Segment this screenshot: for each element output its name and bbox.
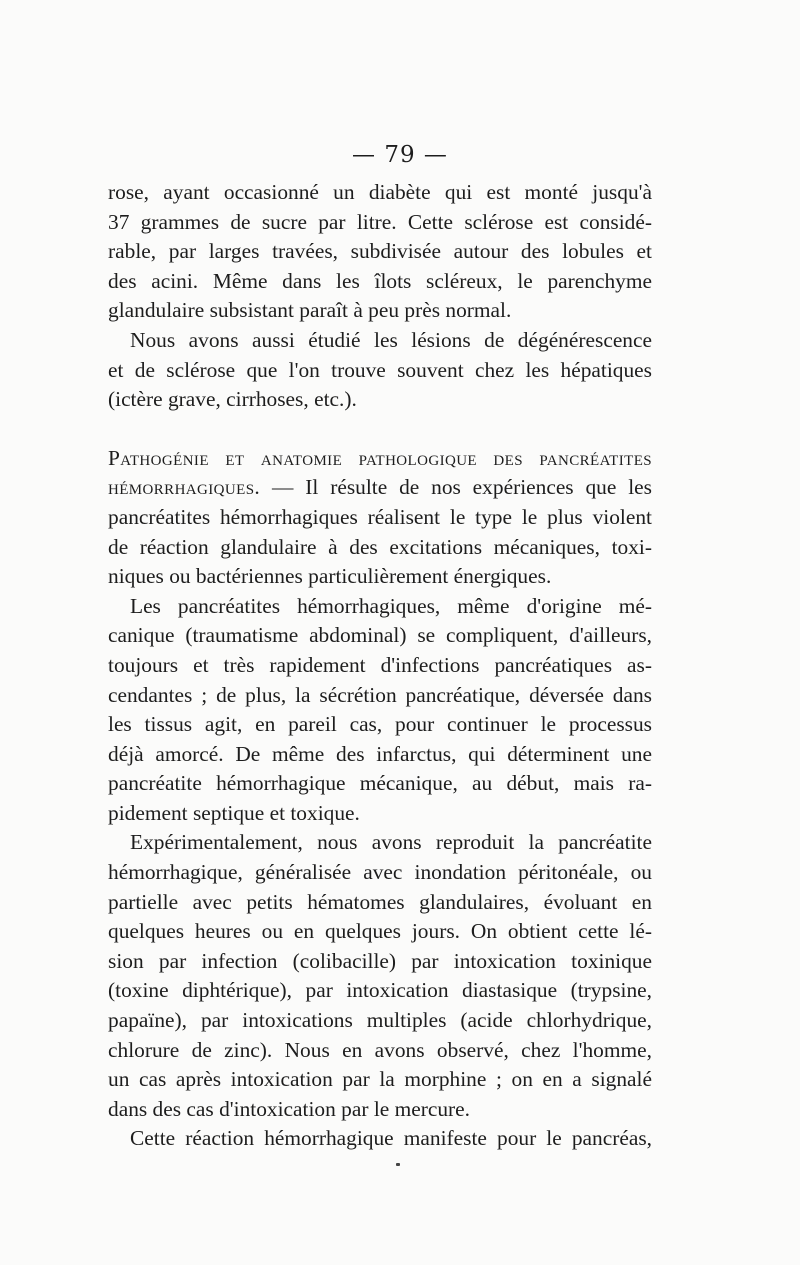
text-line: de réaction glandulaire à des excitations mécaniques, toxi- [108,534,652,559]
paragraph-3 [108,444,652,592]
text-line: Nous avons aussi étudié les lésions de dégénérescence [130,327,652,352]
text-line: hémorrhagique, généralisée avec inondation péritonéale, ou [108,860,652,885]
text-line: les tissus agit, en pareil cas, pour continuer le processus [108,712,652,737]
text-line: pancréatites hémorrhagiques réalisent le type le plus violent [108,504,652,529]
text-line: glandulaire subsistant paraît à peu près normal. [108,298,512,323]
text-line: dans des cas d'intoxication par le mercure. [108,1096,471,1121]
text-line: canique (traumatisme abdominal) se compliquent, d'ailleurs, [108,623,652,648]
text-line: rable, par larges travées, subdivisée autour des lobules et [108,239,652,264]
text-line: chlorure de zinc). Nous en avons observé, chez l'homme, [108,1037,652,1062]
text-line: Cette réaction hémorrhagique manifeste pour le pancréas, [130,1126,652,1151]
text-line: 37 grammes de sucre par litre. Cette sclérose est considé- [108,209,652,234]
text-line: pidement septique et toxique. [108,800,360,825]
text-line: partielle avec petits hématomes glandulaires, évoluant en [108,889,652,914]
text-line: quelques heures ou en quelques jours. On obtient cette lé- [108,919,652,944]
text-line: un cas après intoxication par la morphine ; on en a signalé [108,1067,652,1092]
paragraph-5 [108,828,652,1124]
paragraph-1 [108,178,652,326]
text-line: toujours et très rapidement d'infections pancréatiques as- [108,652,652,677]
text-line: et de sclérose que l'on trouve souvent chez les hépatiques [108,357,652,382]
text-line: niques ou bactériennes particulièrement énergiques. [108,564,552,589]
paragraph-6 [108,1124,652,1154]
text-run: — Il résulte de nos expériences que les [260,475,652,500]
text-line: papaïne), par intoxications multiples (acide chlorhydrique, [108,1008,652,1033]
text-line: Expérimentalement, nous avons reproduit la pancréatite [130,830,652,855]
text-line: (ictère grave, cirrhoses, etc.). [108,387,357,412]
text-line: pancréatite hémorrhagique mécanique, au début, mais ra- [108,771,652,796]
section-heading: Pathogénie et anatomie pathologique des pancréatites hémorrhagiques. [108,445,652,500]
text-line: déjà amorcé. De même des infarctus, qui déterminent une [108,741,652,766]
paragraph-4 [108,592,652,829]
paragraph-2 [108,326,652,415]
text-line: sion par infection (colibacille) par intoxication toxinique [108,948,652,973]
body-text [108,178,652,1154]
section-heading-line [108,444,652,503]
text-line: des acini. Même dans les îlots scléreux, le parenchyme [108,268,652,293]
text-line: (toxine diphtérique), par intoxication diastasique (trypsine, [108,978,652,1003]
text-line: rose, ayant occasionné un diabète qui est monté jusqu'à [108,180,652,204]
page-number: — 79 — [352,142,448,168]
text-line: cendantes ; de plus, la sécrétion pancréatique, déversée dans [108,682,652,707]
text-line: Les pancréatites hémorrhagiques, même d'origine mé- [130,593,652,618]
print-mark [396,1163,400,1166]
